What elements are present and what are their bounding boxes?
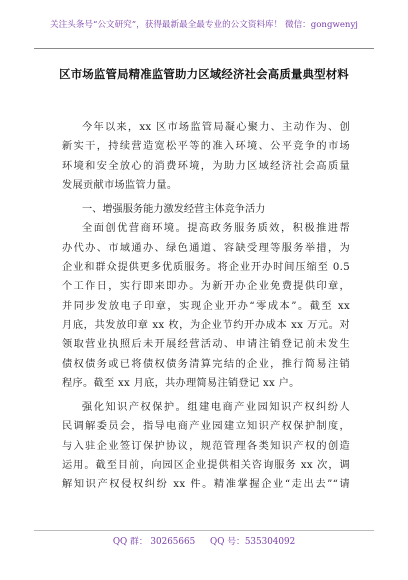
text-line: 企业和群众提供更多优质服务。将企业开办时间压缩至 0.5: [62, 262, 350, 274]
header-promo-text: 关注头条号“公文研究”，获得最新最全最专业的公文资料库！ 微信：gongwenyj: [50, 20, 358, 30]
text-line: 并同步发放电子印章，实现企业开办“零成本”。截至 xx: [62, 300, 350, 312]
document-body: [62, 118, 350, 500]
intro-paragraph: [62, 118, 350, 195]
footer-qq-number: QQ 号：535304092: [210, 537, 296, 547]
text-line: 与入驻企业签订保护协议，规范管理各类知识产权的创造: [62, 440, 350, 452]
text-line: 强化知识产权保护。组建电商产业园知识产权纠纷人: [82, 402, 350, 414]
page-footer: [0, 534, 408, 547]
text-line: 程序。截至 xx 月底，共办理简易注销登记 xx 户。: [62, 377, 300, 389]
header-divider: [34, 48, 374, 49]
body-paragraph: [62, 219, 350, 393]
text-line: 环境和安全放心的消费环境，为助力区域经济社会高质量: [62, 160, 350, 172]
text-line: 今年以来，xx 区市场监管局凝心聚力、主动作为、创: [82, 122, 350, 133]
text-line: 全面创优营商环境。提高政务服务质效，积极推进帮: [82, 223, 350, 235]
page-header: [34, 18, 374, 30]
text-line: 办代办、市域通办、绿色通道、容缺受理等服务举措，为: [62, 242, 350, 254]
footer-qq-group: QQ 群： 30265665: [112, 537, 196, 547]
text-line: 运用。截至目前，向园区企业提供相关咨询服务 xx 次，调: [62, 460, 350, 472]
text-line: 领取营业执照后未开展经营活动、申请注销登记前未发生: [62, 339, 350, 351]
text-line: 发展贡献市场监管力量。: [62, 179, 178, 191]
text-line: 民调解委员会，指导电商产业园建立知识产权保护制度，: [62, 421, 350, 433]
section-heading: 一、增强服务能力激发经营主体竞争活力: [82, 204, 266, 216]
text-line: 新实干，持续营造宽松平等的准入环境、公平竞争的市场: [62, 141, 350, 153]
text-line: 月底，共发放印章 xx 枚，为企业节约开办成本 xx 万元。对: [62, 319, 350, 331]
text-line: 解知识产权侵权纠纷 xx 件。精准掌握企业“走出去”“请: [62, 479, 350, 491]
footer-divider: [34, 530, 374, 531]
document-title: 区市场监管局精准监管助力区域经济社会高质量典型材料: [59, 67, 349, 81]
text-line: 个工作日，实行即来即办。为新开办企业免费提供印章，: [62, 281, 350, 293]
text-line: 债权债务或已将债权债务清算完结的企业，推行简易注销: [62, 358, 350, 370]
body-paragraph: [62, 398, 350, 494]
